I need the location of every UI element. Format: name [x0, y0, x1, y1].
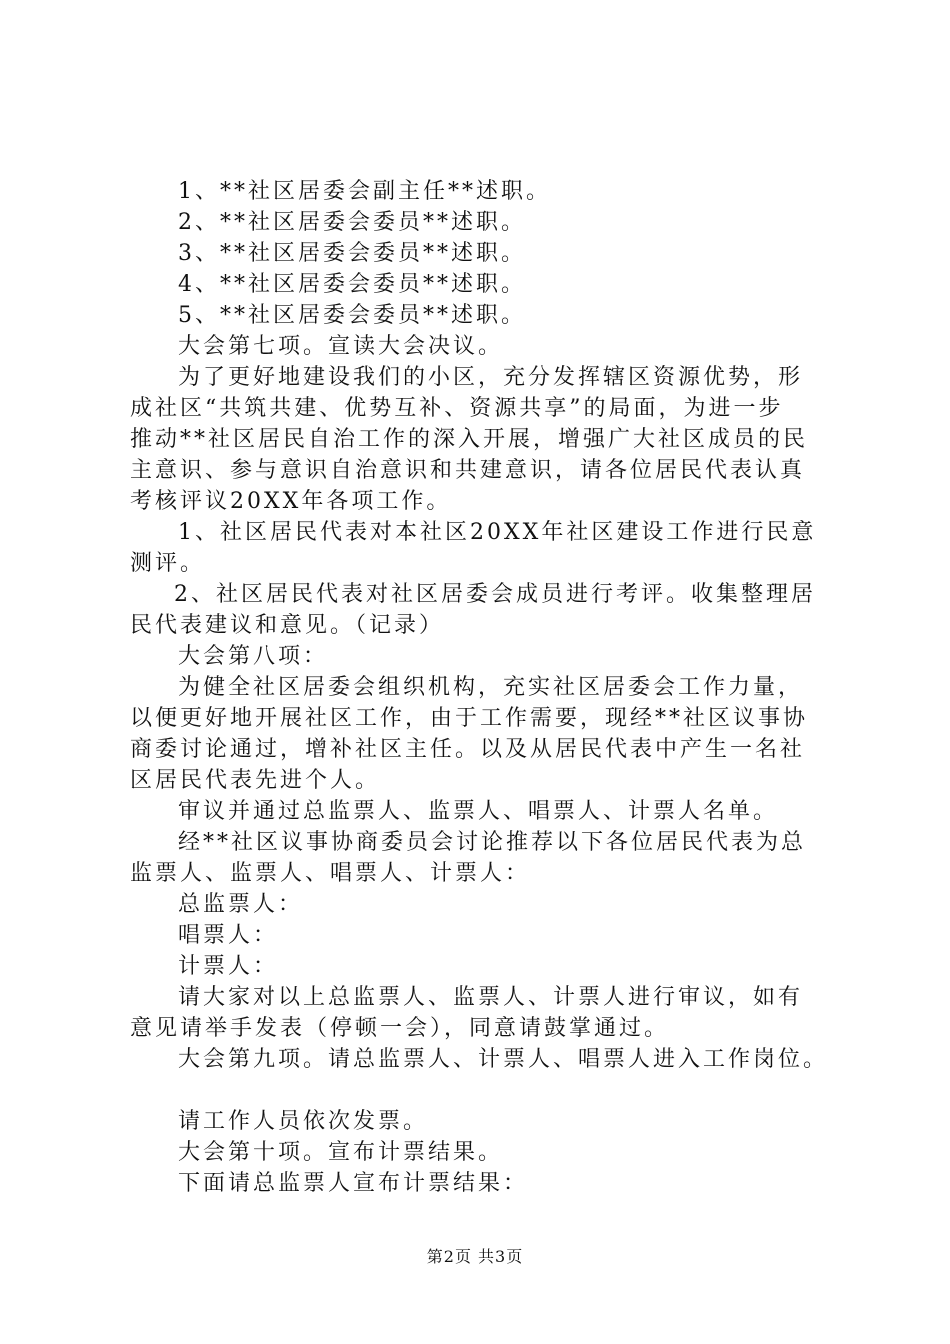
text-line: 大会第七项。宣读大会决议。: [178, 334, 504, 359]
text-line: 大会第八项：: [178, 644, 329, 669]
text-line: 测评。: [130, 551, 206, 576]
blank-line: [130, 1075, 830, 1106]
text-line: 大会第十项。宣布计票结果。: [178, 1140, 504, 1165]
text-line: 请大家对以上总监票人、监票人、计票人进行审议，如有: [178, 985, 804, 1010]
text-line: 民代表建议和意见。（记录）: [130, 613, 445, 638]
text-line: 考核评议20XX年各项工作。: [130, 489, 452, 514]
text-line: 以便更好地开展社区工作，由于工作需要，现经**社区议事协: [130, 706, 809, 731]
document-body: [130, 176, 830, 1199]
text-line: 总监票人：: [178, 892, 304, 917]
text-line: 为了更好地建设我们的小区，充分发挥辖区资源优势，形: [178, 365, 804, 390]
text-line: 计票人：: [178, 954, 279, 979]
text-line: 经**社区议事协商委员会讨论推荐以下各位居民代表为总: [178, 830, 807, 855]
text-line: 1、**社区居委会副主任**述职。: [178, 179, 551, 204]
text-line: 商委讨论通过，增补社区主任。以及从居民代表中产生一名社: [130, 737, 806, 762]
text-line: 大会第九项。请总监票人、计票人、唱票人进入工作岗位。: [178, 1047, 829, 1072]
text-line: 唱票人：: [178, 923, 279, 948]
text-line: 区居民代表先进个人。: [130, 768, 381, 793]
page-number-footer: 第2页 共3页: [426, 1247, 524, 1266]
text-line: 监票人、监票人、唱票人、计票人：: [130, 861, 531, 886]
text-line: 5、**社区居委会委员**述职。: [178, 303, 526, 328]
text-line: 2、**社区居委会委员**述职。: [178, 210, 526, 235]
text-line: 请工作人员依次发票。: [178, 1109, 429, 1134]
text-line: 意见请举手发表（停顿一会），同意请鼓掌通过。: [130, 1016, 670, 1041]
text-line: 下面请总监票人宣布计票结果：: [178, 1171, 529, 1196]
text-line: 为健全社区居委会组织机构，充实社区居委会工作力量，: [178, 675, 804, 700]
text-line: 3、**社区居委会委员**述职。: [178, 241, 526, 266]
text-line: 4、**社区居委会委员**述职。: [178, 272, 526, 297]
text-line: 主意识、参与意识自治意识和共建意识，请各位居民代表认真: [130, 458, 806, 483]
text-line: 1、社区居民代表对本社区20XX年社区建设工作进行民意: [178, 520, 817, 545]
text-line: 成社区“共筑共建、优势互补、资源共享”的局面，为进一步: [130, 396, 784, 421]
text-line: 推动**社区居民自治工作的深入开展，增强广大社区成员的民: [130, 427, 809, 452]
text-line: 审议并通过总监票人、监票人、唱票人、计票人名单。: [178, 799, 779, 824]
text-line: 2、社区居民代表对社区居委会成员进行考评。收集整理居: [174, 582, 816, 607]
